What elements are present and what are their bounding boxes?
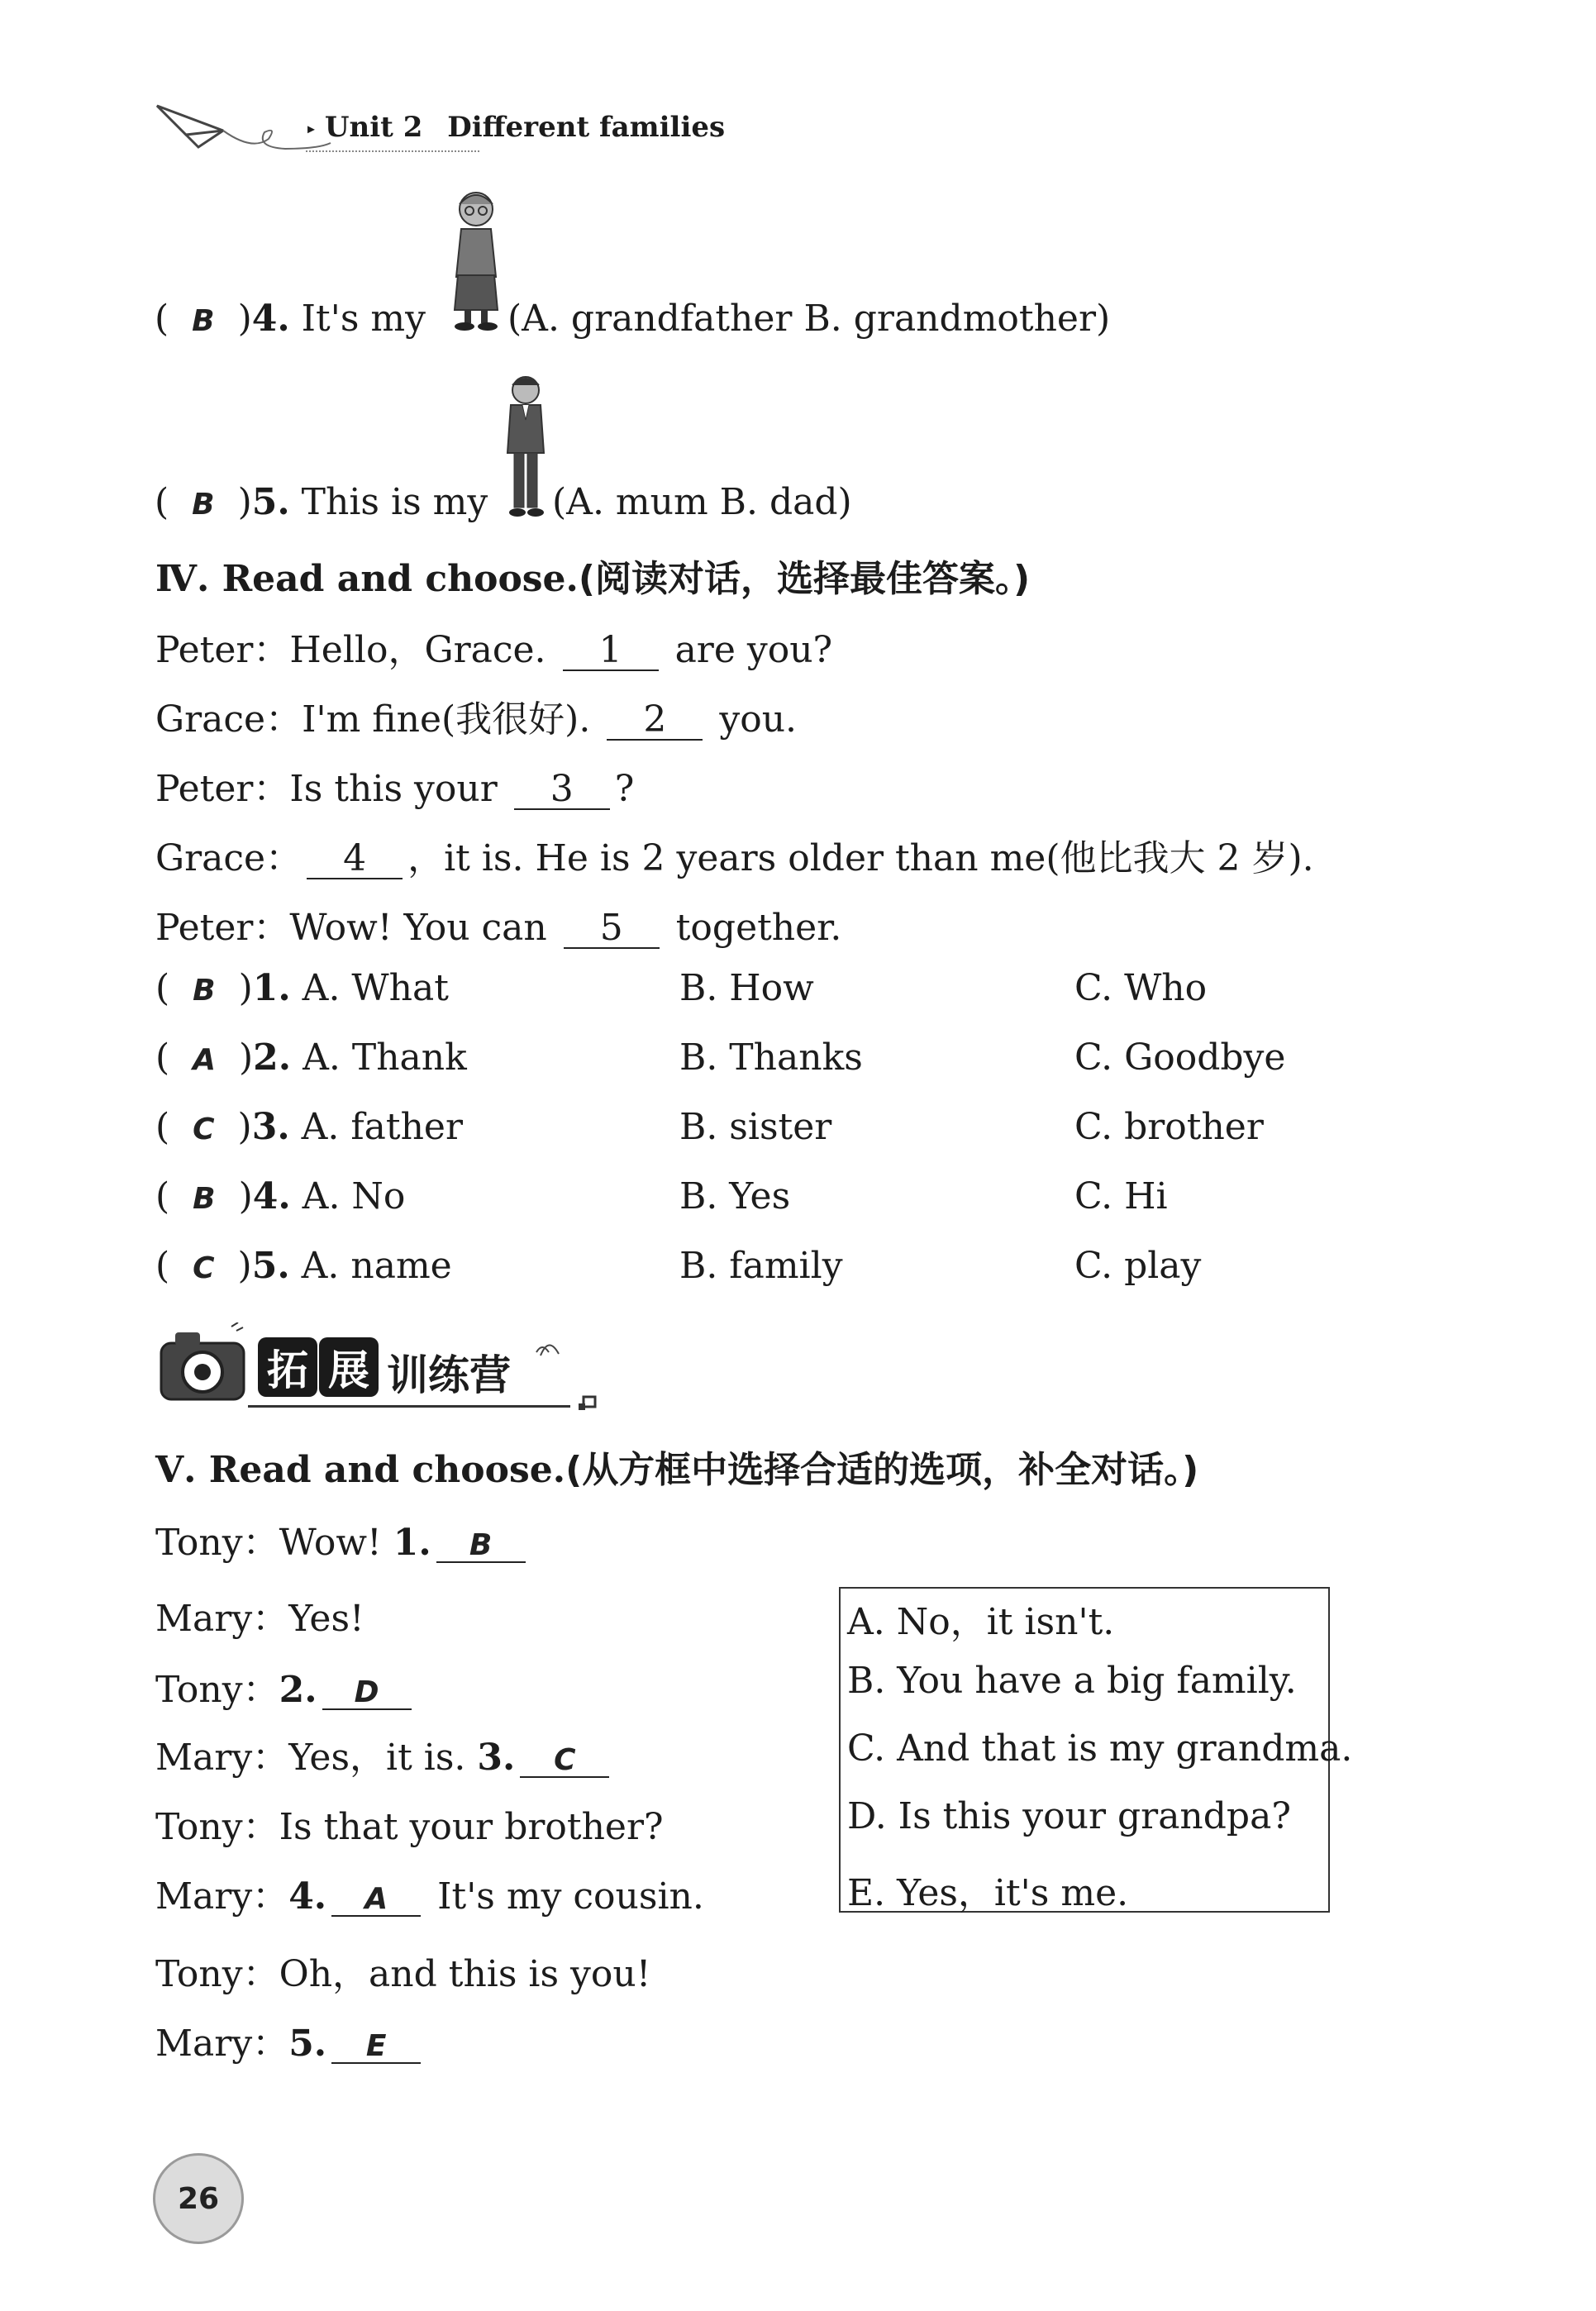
dialogue-line-5	[155, 898, 841, 951]
dialogue-text: you.	[719, 698, 798, 741]
blank-2: 2	[607, 701, 703, 741]
badge-title: 训练营	[387, 1351, 511, 1399]
option-b: B. How	[679, 967, 814, 1009]
question-number: 1.	[252, 967, 291, 1009]
question-number: 2.	[279, 1669, 317, 1711]
option-c: C. brother	[1074, 1106, 1264, 1148]
dialogue-line	[155, 2013, 426, 2066]
answer-blank: E	[331, 2031, 421, 2064]
box-option-d: D. Is this your grandpa?	[847, 1795, 1291, 1837]
option-c: C. play	[1074, 1245, 1202, 1287]
section-title: . Read and choose.	[196, 558, 579, 600]
speaker: Mary：	[155, 1598, 289, 1640]
box-option-b: B. You have a big family.	[847, 1660, 1297, 1702]
option-a: A. Thank	[303, 1036, 467, 1079]
question-number: 5.	[288, 2023, 327, 2065]
dialogue-text: I'm fine(我很好).	[302, 698, 591, 741]
question-number: 2.	[253, 1036, 292, 1079]
dialogue-text: Wow!	[279, 1522, 382, 1564]
picture-question-5: ( B )5. This is my	[155, 481, 488, 523]
badge-underline	[248, 1405, 570, 1408]
dialogue-text: Is that your brother?	[279, 1806, 664, 1848]
answer-mark: B	[193, 974, 216, 1008]
question-number: 4.	[252, 1175, 291, 1217]
dialogue-line-1	[155, 620, 832, 673]
answer-blank: A	[331, 1884, 421, 1917]
answer-blank: C	[520, 1745, 609, 1778]
question-number: 4.	[251, 298, 290, 340]
speaker: Peter：	[155, 907, 290, 949]
section-numeral: Ⅳ	[155, 558, 197, 600]
dialogue-text: It's my cousin.	[437, 1875, 704, 1918]
dialogue-line-4	[155, 828, 1314, 881]
option-b: B. Thanks	[679, 1036, 863, 1079]
box-option-c: C. And that is my grandma.	[847, 1727, 1353, 1770]
speaker: Grace：	[155, 837, 303, 879]
badge-char-text: 展	[328, 1346, 369, 1394]
option-a: A. father	[301, 1106, 463, 1148]
father-icon	[499, 370, 552, 523]
answer-blank: D	[322, 1677, 412, 1710]
answer-mark: B	[192, 304, 215, 338]
question-text: It's my	[301, 298, 426, 340]
picture-question-4: ( B )4. It's my	[155, 298, 426, 340]
grandmother-icon	[445, 186, 507, 335]
dialogue-text: Yes，it is.	[288, 1737, 466, 1779]
speaker: Tony：	[155, 1953, 279, 1995]
dialogue-text: are you?	[674, 629, 833, 671]
section-instruction: (从方框中选择合适的选项，补全对话。)	[565, 1449, 1199, 1491]
picture-choices-4: (A. grandfather B. grandmother)	[507, 298, 1111, 340]
header-rule	[306, 150, 479, 152]
section-title: . Read and choose.	[183, 1449, 566, 1491]
answer-mark: B	[193, 1182, 216, 1216]
option-c: C. Hi	[1074, 1175, 1168, 1217]
page-number: 26	[177, 2181, 220, 2216]
answer-mark: C	[193, 1251, 215, 1285]
dialogue-text: Oh，and this is you!	[279, 1953, 651, 1995]
option-b: B. family	[679, 1245, 843, 1287]
dialogue-line	[155, 1866, 704, 1919]
question-number: 1.	[393, 1522, 431, 1564]
speaker: Mary：	[155, 1875, 289, 1918]
options-box	[839, 1587, 1353, 1914]
question-number: 3.	[477, 1737, 516, 1779]
question-number: 5.	[251, 481, 290, 523]
section-numeral: Ⅴ	[155, 1449, 184, 1491]
dialogue-line	[155, 1727, 614, 1780]
dialogue-text: ?	[614, 768, 635, 810]
picture-choices-5: (A. mum B. dad)	[552, 481, 852, 523]
answer-mark: C	[193, 1113, 215, 1146]
option-a: A. name	[301, 1245, 452, 1287]
page-number-badge	[153, 2153, 244, 2244]
camera-icon	[157, 1322, 248, 1405]
blank-1: 1	[563, 631, 659, 671]
workbook-page: ▸ Unit 2 Different families ( B )4. It's my (A. grandfather B. grandmother) ( B )5. This is my (A. mum B. dad) Ⅳ. Read and choose.(阅读对话，选择最佳答案。) Peter：Hello，Grace. 1 are you? Grace：I'm fine(我很好). 2 you. Peter：Is this your 3 ? Grace： 4 ，it is. He is 2 years older than me(他比我大 2 岁). Peter：Wow! You can 5 together. ( B )1. A. What B. How C. Who ( A )2. A. Thank B. Thanks C. Goodbye ( C )3. A. father B. sister C. brother ( B )4. A. No B. Yes C. Hi ( C )5. A. name B. family C. play 拓 展 训练营 Ⅴ. Read and choose.(从方框中选择合适的选项，补全对话。) Tony：Wow! 1. B Mary：Yes! Tony：2. D Mary：Yes，it is. 3. C Tony：Is that your brother? Mary：4. A It's my cousin. Tony：Oh，and this is you! Mary：5. E A. No，it isn't. B. You have a big family. C. And that is my grandma. D. Is this your grandpa? E. Yes，it's me. 26	[0, 0, 1596, 2311]
speaker: Tony：	[155, 1806, 279, 1848]
blank-4: 4	[307, 840, 403, 879]
badge-char-text: 拓	[267, 1346, 308, 1394]
corner-arrow-icon	[579, 1389, 603, 1413]
speaker: Peter：	[155, 768, 290, 810]
dialogue-line-3	[155, 759, 634, 812]
section-4-heading	[155, 549, 1030, 602]
speaker: Mary：	[155, 2023, 289, 2065]
dialogue-line	[155, 1944, 650, 1997]
dialogue-text: ，it is. He is 2 years older than me(他比我大 2 岁).	[407, 837, 1314, 879]
option-b: B. Yes	[679, 1175, 791, 1217]
dialogue-line-2	[155, 689, 797, 742]
unit-title: Different families	[447, 111, 726, 144]
dialogue-text: Hello，Grace.	[289, 629, 546, 671]
option-a: A. No	[302, 1175, 406, 1217]
speaker: Grace：	[155, 698, 303, 741]
question-text: This is my	[301, 481, 488, 523]
blank-3: 3	[514, 770, 610, 810]
blank-5: 5	[564, 909, 660, 949]
dialogue-text: Wow! You can	[289, 907, 547, 949]
box-option-e: E. Yes，it's me.	[847, 1872, 1129, 1914]
dialogue-line	[155, 1660, 417, 1713]
dialogue-text: Is this your	[289, 768, 498, 810]
dialogue-text: together.	[675, 907, 842, 949]
question-number: 4.	[288, 1875, 327, 1918]
option-b: B. sister	[679, 1106, 832, 1148]
option-c: C. Goodbye	[1074, 1036, 1286, 1079]
speaker: Mary：	[155, 1737, 289, 1779]
answer-mark: A	[193, 1043, 217, 1077]
section-5-heading	[155, 1440, 1198, 1493]
box-option-a: A. No，it isn't.	[847, 1601, 1115, 1643]
section-instruction: (阅读对话，选择最佳答案。)	[578, 558, 1031, 600]
speaker: Tony：	[155, 1522, 279, 1564]
option-c: C. Who	[1074, 967, 1208, 1009]
option-a: A. What	[302, 967, 449, 1009]
question-number: 5.	[251, 1245, 290, 1287]
header-arrow-icon: ▸	[307, 120, 316, 138]
answer-blank: B	[436, 1530, 526, 1563]
badge-char-2	[319, 1337, 379, 1397]
dialogue-line	[155, 1797, 664, 1850]
question-number: 3.	[251, 1106, 290, 1148]
answer-mark: B	[192, 488, 215, 522]
unit-label: Unit 2	[324, 111, 423, 144]
dialogue-line	[155, 1513, 531, 1565]
dialogue-line	[155, 1589, 364, 1642]
speaker: Peter：	[155, 629, 290, 671]
dialogue-text: Yes!	[288, 1598, 364, 1640]
speaker: Tony：	[155, 1669, 279, 1711]
sound-wave-icon	[532, 1336, 565, 1360]
badge-char-1	[258, 1337, 317, 1397]
